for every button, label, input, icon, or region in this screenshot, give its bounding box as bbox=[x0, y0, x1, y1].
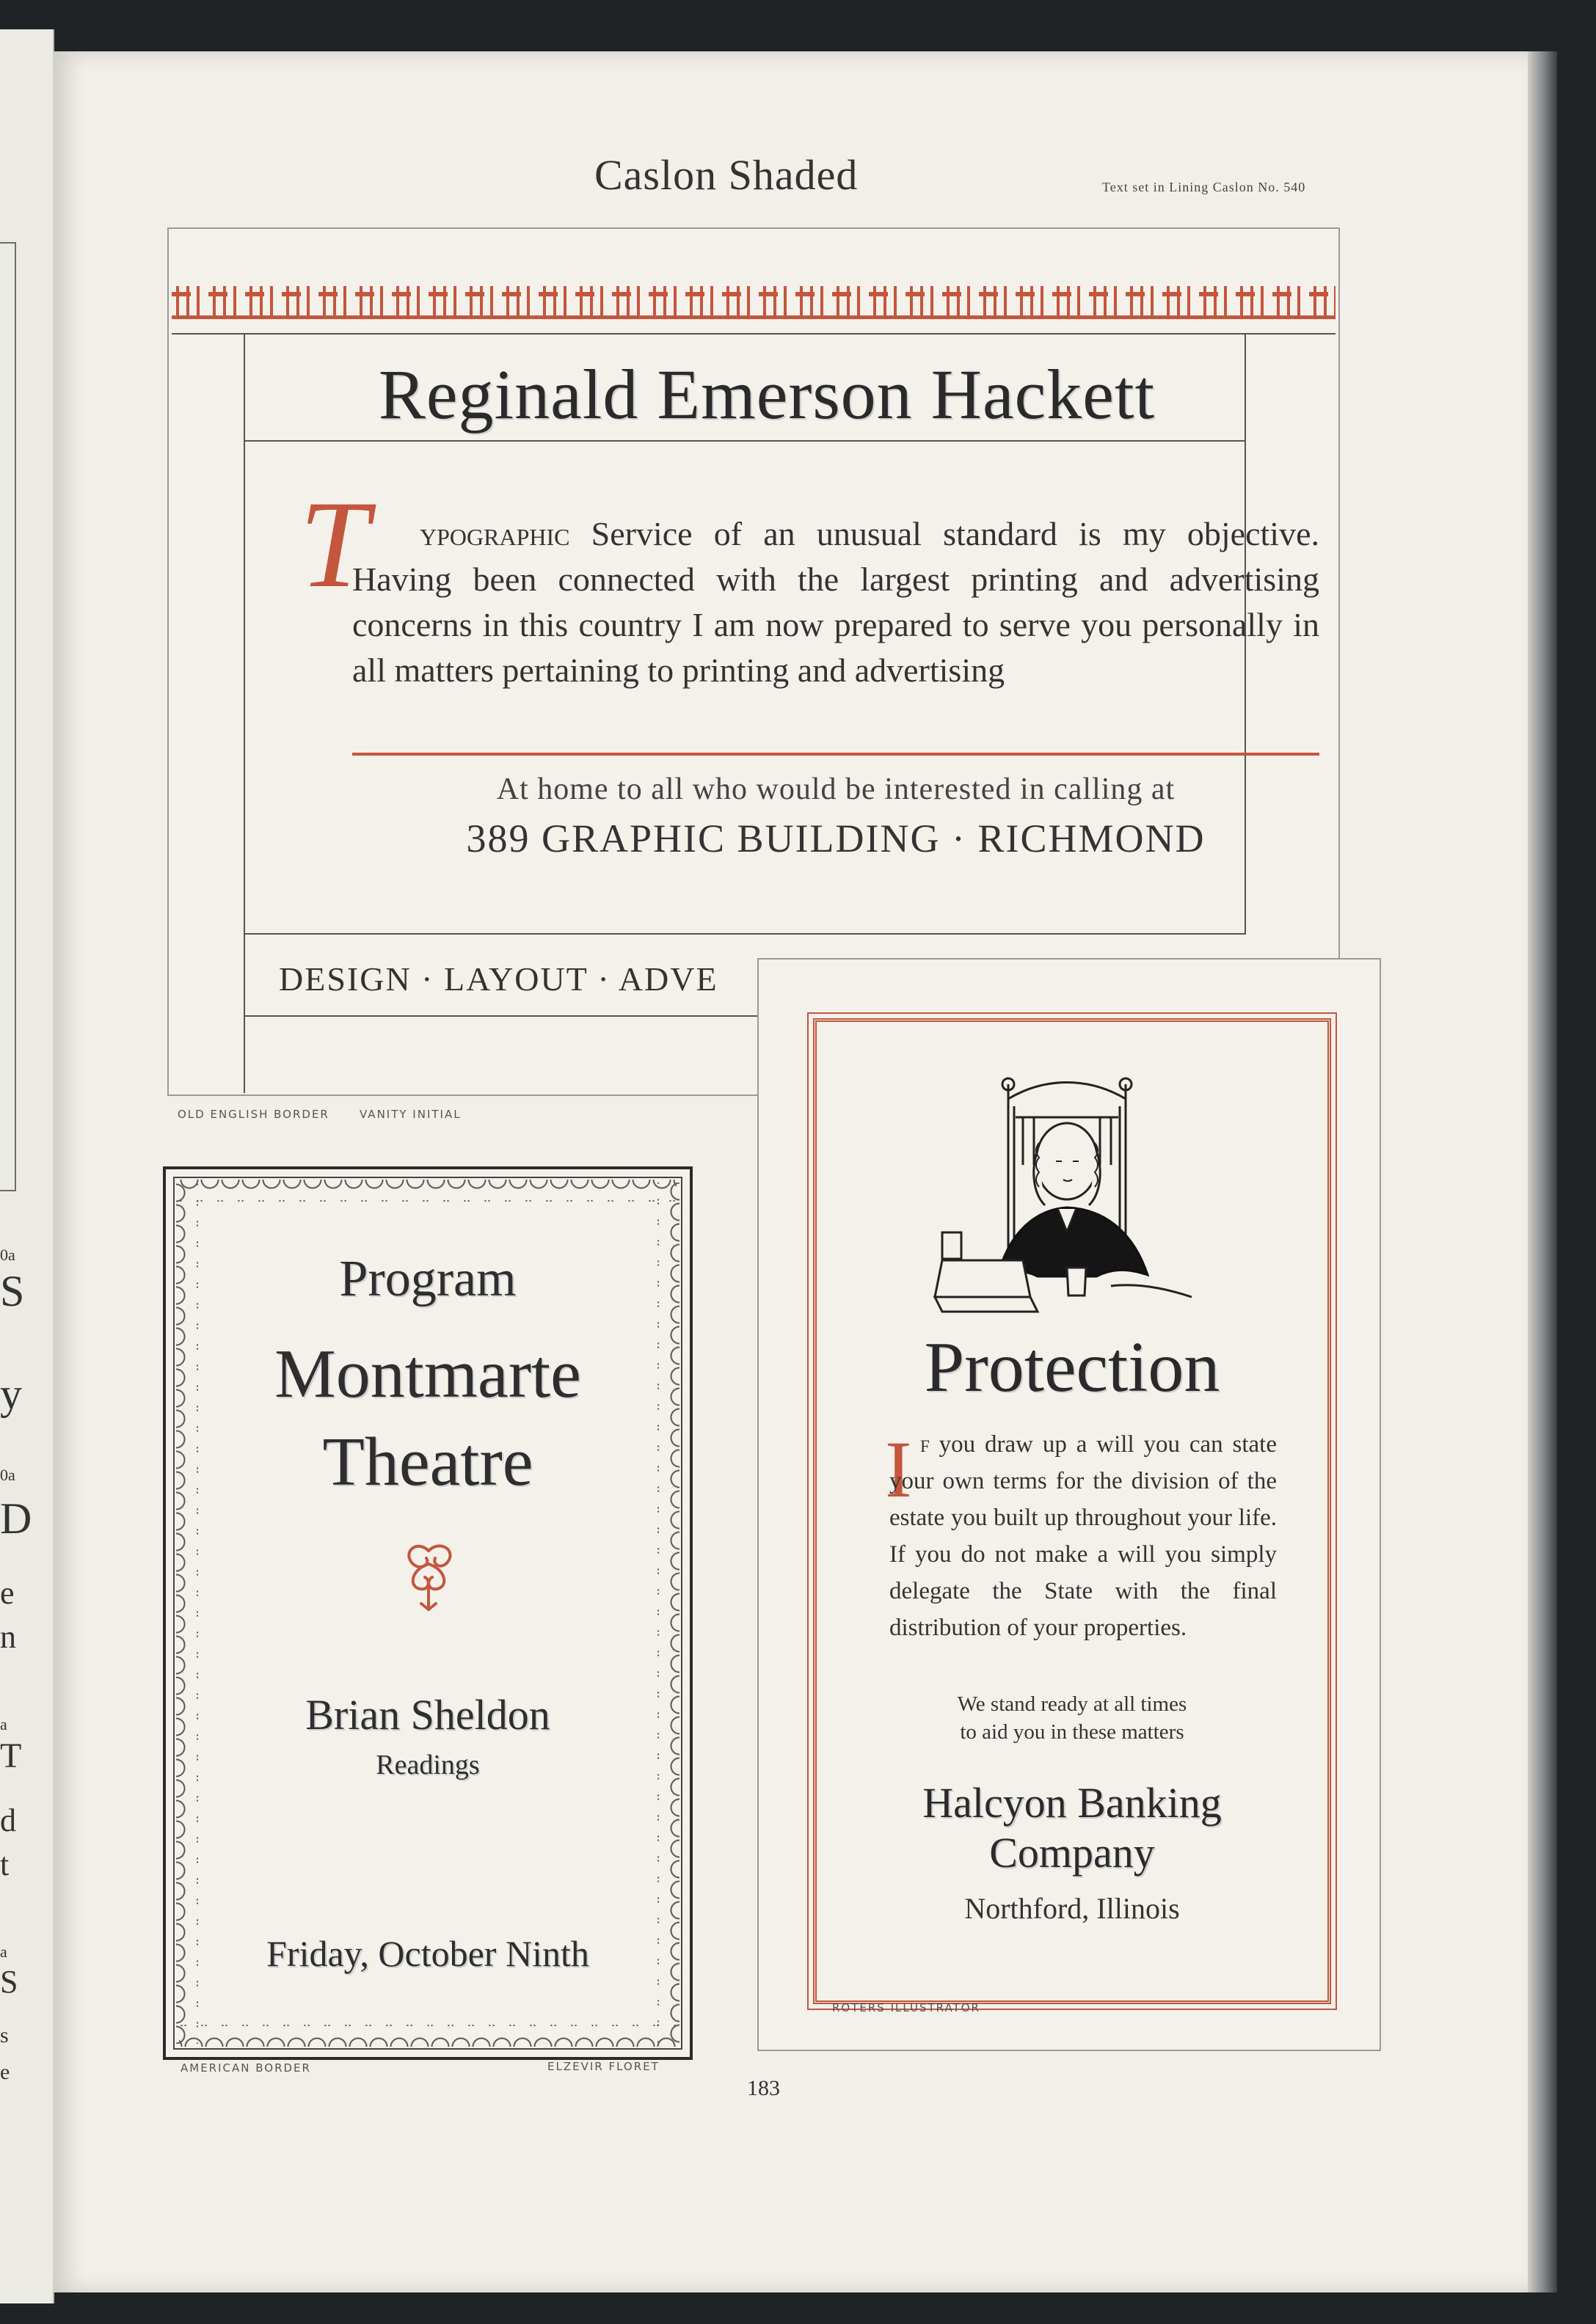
prev-letter: y bbox=[0, 1370, 22, 1418]
border-rule bbox=[244, 933, 1246, 935]
prev-letter: a bbox=[0, 1943, 7, 1961]
prev-letter: n bbox=[0, 1619, 16, 1655]
prev-letter: t bbox=[0, 1846, 10, 1882]
address-intro: At home to all who would be interested in calling at bbox=[496, 772, 1176, 806]
caption-illustrator: ROTERS ILLUSTRATOR bbox=[832, 2001, 980, 2014]
old-english-border-ornament bbox=[172, 286, 1336, 319]
ad-tagline-2: to aid you in these matters bbox=[960, 1720, 1184, 1744]
caption-border: AMERICAN BORDER bbox=[181, 2061, 311, 2075]
previous-page-edge bbox=[0, 29, 54, 2303]
body-text: Service of an unusual standard is my objective. Having been connected with the largest printing and advertising concerns in this country I am now prepared to serve you personally in all matters pertaining to printing and advertising bbox=[352, 515, 1319, 689]
previous-page-frame bbox=[0, 242, 16, 1191]
prev-letter: e bbox=[0, 2060, 10, 2084]
bank-name-line-2: Company bbox=[989, 1829, 1155, 1877]
venue-line-2: Theatre bbox=[322, 1424, 533, 1500]
program-heading: Program bbox=[339, 1251, 517, 1307]
ad-initial: I bbox=[885, 1425, 912, 1514]
american-border-top bbox=[179, 1180, 677, 1202]
prev-letter: 0a bbox=[0, 1246, 15, 1264]
address: 389 GRAPHIC BUILDING · RICHMOND bbox=[466, 816, 1206, 860]
border-rule bbox=[244, 1015, 801, 1017]
page-number: 183 bbox=[747, 2076, 780, 2100]
american-border-left bbox=[176, 1183, 198, 2044]
prev-letter: S bbox=[0, 1964, 18, 2000]
page-stack-edge bbox=[1528, 51, 1557, 2292]
ad-body bbox=[889, 1426, 1277, 1646]
announcement-body bbox=[352, 511, 1319, 693]
performance-date: Friday, October Ninth bbox=[266, 1933, 589, 1974]
page-title: Caslon Shaded bbox=[594, 151, 859, 199]
prev-letter: S bbox=[0, 1267, 25, 1315]
services-line: DESIGN · LAYOUT · ADVE bbox=[279, 960, 718, 998]
prev-letter: T bbox=[0, 1736, 22, 1775]
red-rule bbox=[352, 753, 1319, 756]
border-rule bbox=[172, 333, 1336, 335]
ad-tagline-1: We stand ready at all times bbox=[957, 1692, 1187, 1716]
ad-headline: Protection bbox=[924, 1328, 1220, 1407]
ad-body-text: you draw up a will you can state your own terms for the division of the estate you built up throughout your life. If you do not make a will you simply delegate the State with the final distribution of your properties. bbox=[889, 1431, 1277, 1641]
venue-line-1: Montmarte bbox=[274, 1336, 581, 1412]
border-rule bbox=[244, 333, 245, 1093]
caption-floret: ELZEVIR FLORET bbox=[547, 2060, 660, 2073]
performer-name: Brian Sheldon bbox=[305, 1691, 550, 1739]
caption-border: OLD ENGLISH BORDER bbox=[178, 1108, 329, 1121]
prev-letter: D bbox=[0, 1494, 32, 1543]
prev-letter: d bbox=[0, 1802, 16, 1838]
prev-letter: e bbox=[0, 1575, 15, 1611]
bank-location: Northford, Illinois bbox=[964, 1892, 1180, 1925]
ad-body-lead: f bbox=[920, 1431, 930, 1458]
client-name: Reginald Emerson Hackett bbox=[378, 355, 1156, 434]
prev-letter: s bbox=[0, 2023, 9, 2047]
judge-illustration-icon bbox=[928, 1077, 1206, 1319]
vanity-initial: T bbox=[299, 475, 369, 613]
body-lead: ypographic bbox=[420, 515, 570, 552]
american-border-bottom bbox=[179, 2025, 677, 2047]
bank-advertisement-card bbox=[757, 958, 1381, 2051]
border-rule bbox=[244, 440, 1246, 442]
program-card bbox=[163, 1166, 693, 2060]
typeface-note: Text set in Lining Caslon No. 540 bbox=[1102, 180, 1306, 194]
prev-letter: 0a bbox=[0, 1466, 15, 1484]
elzevir-floret-icon bbox=[388, 1536, 469, 1617]
prev-letter: a bbox=[0, 1715, 7, 1733]
american-border-right bbox=[657, 1183, 679, 2044]
performance-subtitle: Readings bbox=[376, 1750, 480, 1780]
bank-name-line-1: Halcyon Banking bbox=[922, 1779, 1222, 1827]
caption-initial: VANITY INITIAL bbox=[360, 1108, 462, 1121]
